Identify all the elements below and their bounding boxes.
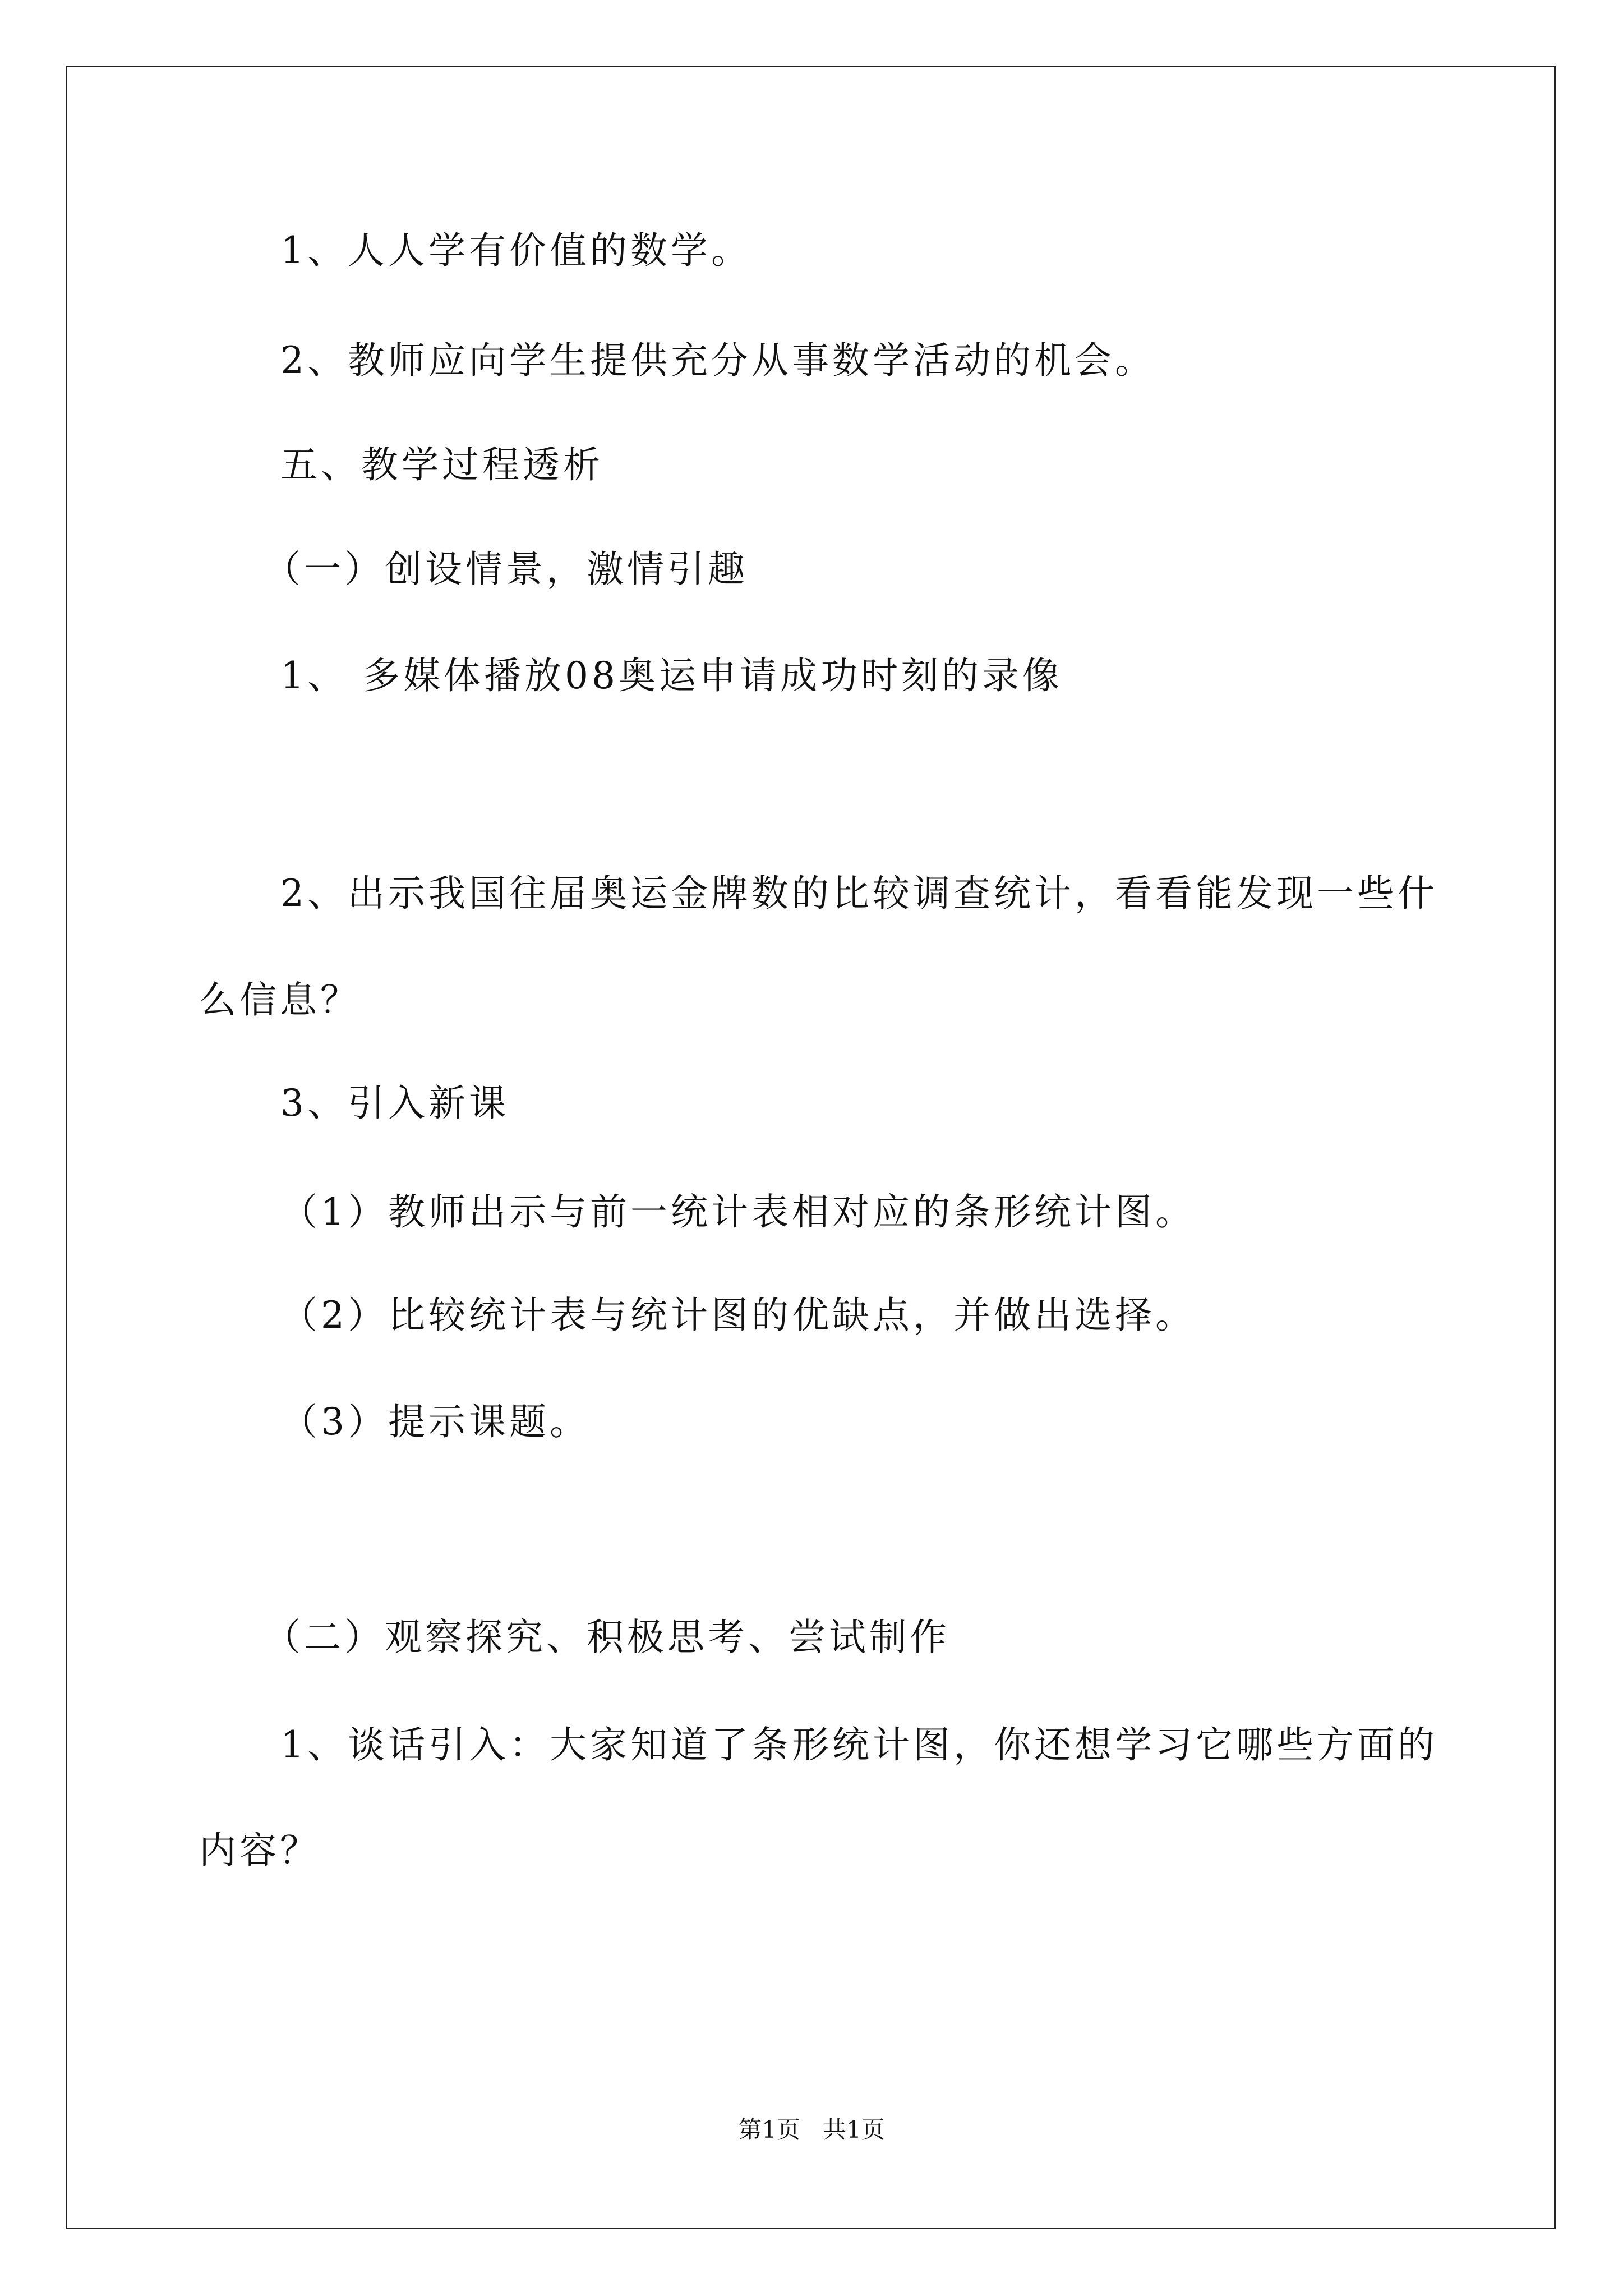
paragraph-line-9: 1、谈话引入：大家知道了条形统计图，你还想学习它哪些方面的 — [280, 1723, 1438, 1766]
paragraph-line-8: （3）提示课题。 — [280, 1400, 590, 1443]
page-border — [66, 66, 1556, 2229]
section-heading-5: 五、教学过程透析 — [280, 443, 603, 486]
page-footer: 第1页 共1页 — [738, 2116, 885, 2143]
paragraph-line-4: 2、出示我国往届奥运金牌数的比较调查统计，看看能发现一些什 — [280, 872, 1438, 915]
paragraph-line-2: 2、教师应向学生提供充分从事数学活动的机会。 — [280, 339, 1155, 382]
paragraph-line-9-cont: 内容？ — [199, 1829, 320, 1872]
paragraph-line-3: 1、 多媒体播放08奥运申请成功时刻的录像 — [280, 654, 1063, 697]
subsection-heading-1: （一）创设情景，激情引趣 — [264, 547, 748, 591]
paragraph-line-6: （1）教师出示与前一统计表相对应的条形统计图。 — [280, 1190, 1196, 1234]
paragraph-line-1: 1、人人学有价值的数学。 — [280, 229, 751, 272]
paragraph-line-5: 3、引入新课 — [280, 1082, 509, 1125]
subsection-heading-2: （二）观察探究、积极思考、尝试制作 — [264, 1616, 950, 1659]
paragraph-line-4-cont: 么信息？ — [199, 978, 361, 1022]
paragraph-line-7: （2）比较统计表与统计图的优缺点，并做出选择。 — [280, 1294, 1196, 1337]
